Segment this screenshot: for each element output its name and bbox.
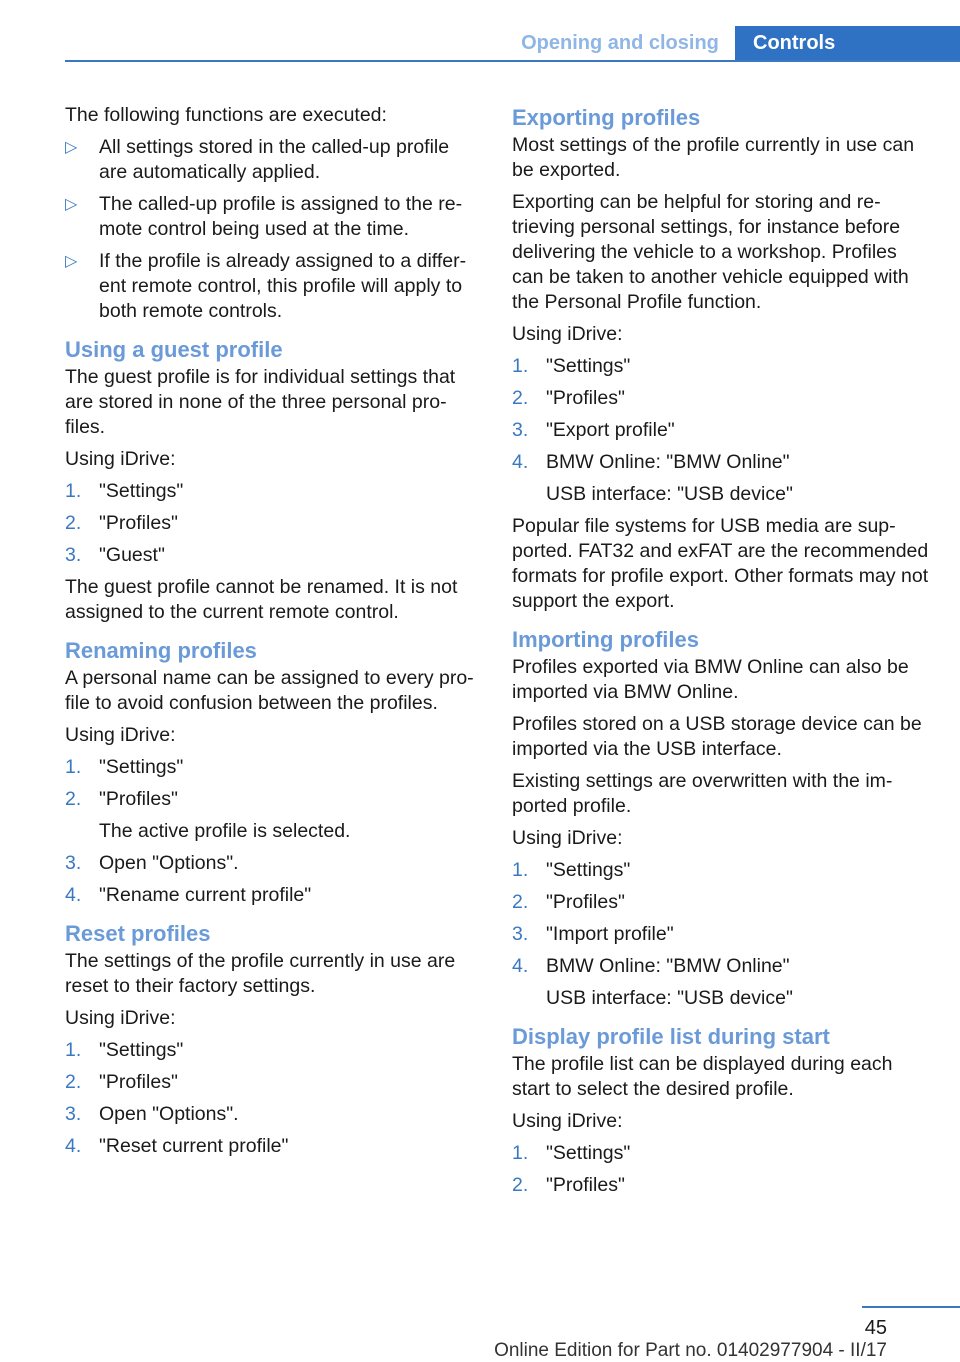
triangle-bullet-icon: ▷ [65,139,78,156]
list-item: 1. "Settings" [512,355,631,377]
intro-text: The following functions are executed: [65,104,387,126]
list-item: 2. "Profiles" [512,891,625,913]
right-column [512,103,932,1205]
list-item: 4. "Reset current profile" [65,1135,289,1157]
step-note: USB interface: "USB device" [546,987,793,1009]
paragraph: The guest profile cannot be renamed. It is not assigned to the current remote control. [65,576,458,623]
list-item: 3. "Guest" [65,544,165,566]
step-list [65,755,480,908]
export-profiles-section [512,103,932,614]
paragraph: The profile list can be displayed during each start to select the desired profile. [512,1053,893,1100]
header-rule [65,60,960,62]
paragraph: Profiles exported via BMW Online can also be imported via BMW Online. [512,656,909,703]
paragraph: Using iDrive: [512,827,623,849]
page-number: 45 [864,1317,887,1339]
list-item: 4. "Rename current profile" [65,884,312,906]
paragraph: Using iDrive: [65,724,176,746]
list-item: 3. Open "Options". [65,1103,239,1125]
display-profile-list-section [512,1022,932,1198]
guest-profile-section [65,335,480,625]
step-list [512,1141,932,1198]
step-note: USB interface: "USB device" [546,483,793,505]
step-list [512,354,932,507]
paragraph: The settings of the profile currently in use are reset to their factory settings. [65,950,456,997]
list-item: ▷ If the profile is already assigned to a different remote control, this profile will apply to both remote controls. [65,250,467,322]
list-item: 1. "Settings" [65,1039,184,1061]
section-heading: Using a guest profile [65,337,283,362]
paragraph: Using iDrive: [512,1110,623,1132]
list-item: 2. "Profiles" The active profile is selected. [65,787,480,844]
step-list [512,858,932,1011]
triangle-bullet-icon: ▷ [65,196,78,213]
section-heading: Display profile list during start [512,1024,830,1049]
paragraph: Using iDrive: [512,323,623,345]
left-column [65,103,480,1166]
footer-rule [862,1306,960,1308]
chapter-tab: Controls [735,26,960,60]
list-item: 1. "Settings" [65,480,184,502]
list-item: 4. BMW Online: "BMW Online" USB interface: "USB device" [512,450,932,507]
section-heading: Renaming profiles [65,638,257,663]
function-list [65,135,480,324]
import-profiles-section [512,625,932,1011]
list-item: 3. Open "Options". [65,852,239,874]
paragraph: Using iDrive: [65,448,176,470]
list-item: 1. "Settings" [512,1142,631,1164]
paragraph: The guest profile is for individual settings that are stored in none of the three personal profiles. [65,366,456,438]
triangle-bullet-icon: ▷ [65,253,78,270]
edition-footer: Online Edition for Part no. 01402977904 - II/17 [494,1340,887,1361]
page-header [0,0,960,64]
section-heading: Exporting profiles [512,105,701,130]
list-item: ▷ The called-up profile is assigned to the remote control being used at the time. [65,193,463,240]
paragraph: Profiles stored on a USB storage device can be imported via the USB interface. [512,713,922,760]
paragraph: Using iDrive: [65,1007,176,1029]
list-item: 2. "Profiles" [512,1174,625,1196]
list-item: 1. "Settings" [512,859,631,881]
list-item: 1. "Settings" [65,756,184,778]
step-list [65,479,480,568]
paragraph: A personal name can be assigned to every profile to avoid confusion between the profiles. [65,667,474,714]
paragraph: Most settings of the profile currently in use can be exported. [512,134,915,181]
list-item: 2. "Profiles" [65,1071,178,1093]
paragraph: Exporting can be helpful for storing and retrieving personal settings, for instance before delivering the vehicle to a workshop. Profiles can be taken to another vehicle equipped with the Personal Profile function. [512,191,909,313]
list-item: 3. "Export profile" [512,419,675,441]
step-list [65,1038,480,1159]
list-item: 3. "Import profile" [512,923,674,945]
section-tab: Opening and closing [521,32,719,54]
list-item: ▷ All settings stored in the called-up profile are automatically applied. [65,136,450,183]
list-item: 4. BMW Online: "BMW Online" USB interface: "USB device" [512,954,932,1011]
reset-profiles-section [65,919,480,1159]
step-note: The active profile is selected. [99,820,351,842]
list-item: 2. "Profiles" [65,512,178,534]
rename-profiles-section [65,636,480,908]
paragraph: Existing settings are overwritten with the imported profile. [512,770,893,817]
list-item: 2. "Profiles" [512,387,625,409]
section-heading: Reset profiles [65,921,211,946]
paragraph: Popular file systems for USB media are supported. FAT32 and exFAT are the recommended formats for profile export. Other formats may not support the export. [512,515,929,612]
section-heading: Importing profiles [512,627,699,652]
